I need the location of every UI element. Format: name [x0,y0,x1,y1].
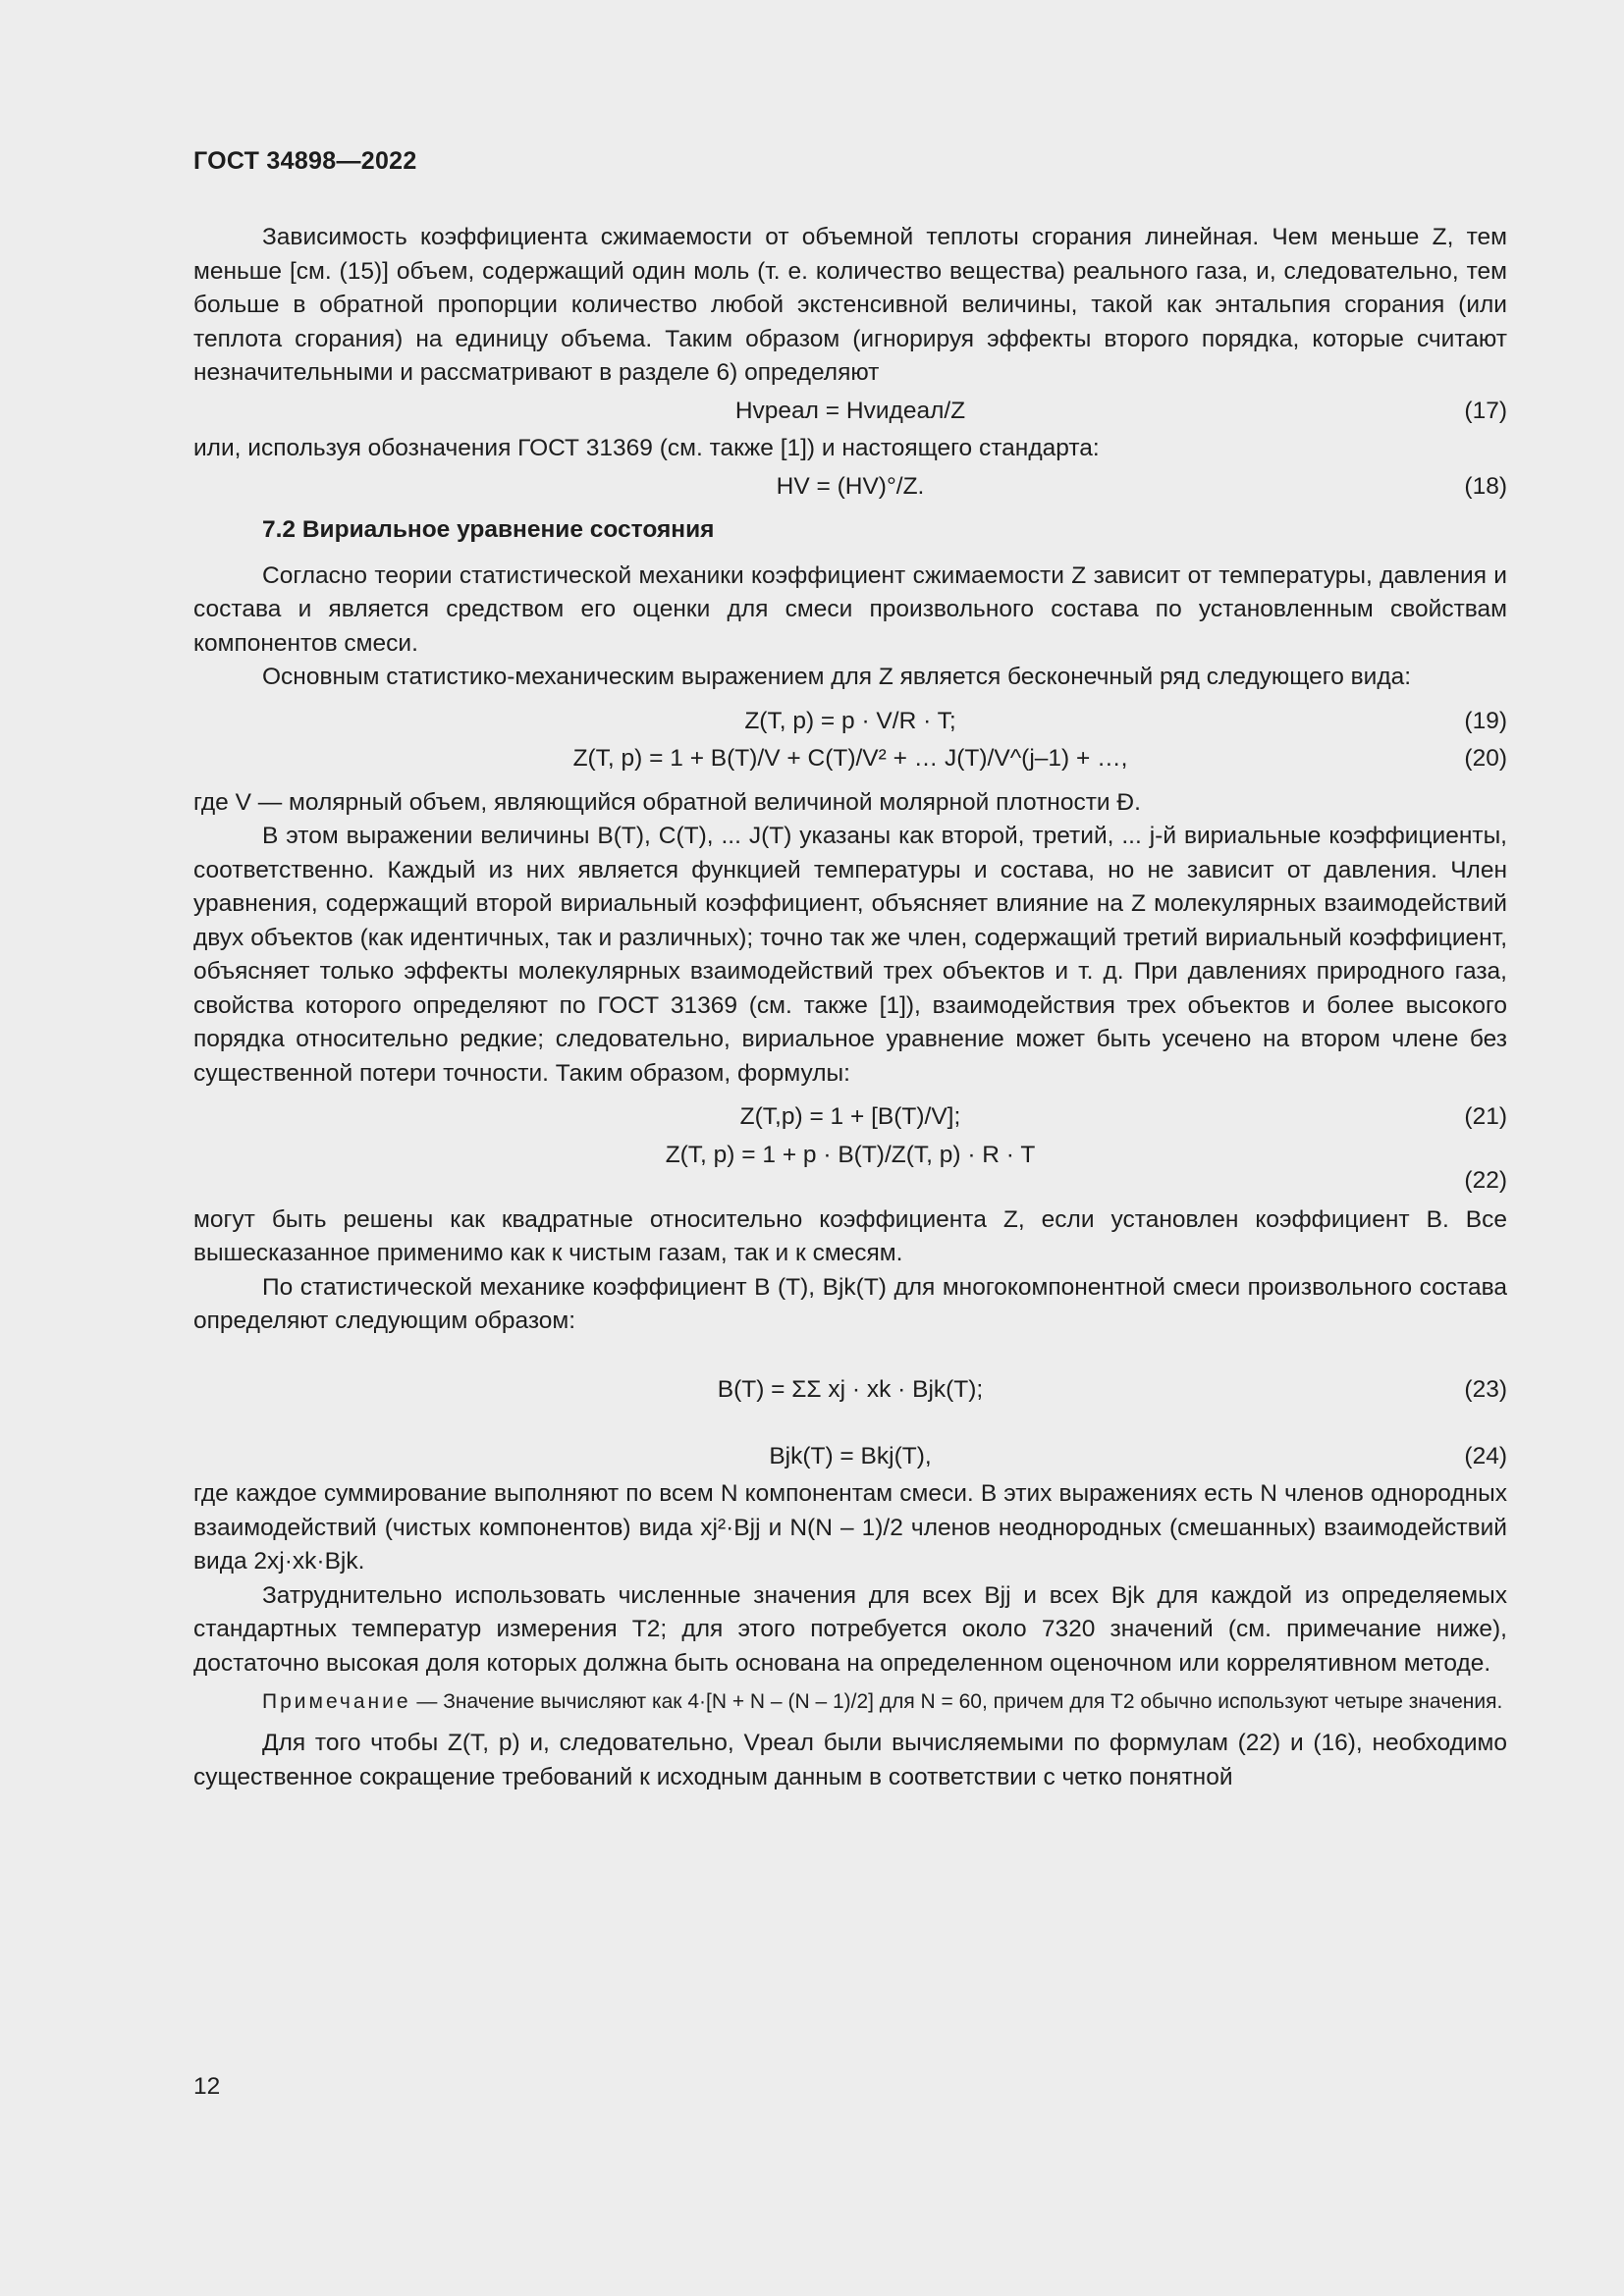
equation-22-number: (22) [1464,1166,1507,1194]
equation-20-formula: Z(T, p) = 1 + B(T)/V + C(T)/V² + … J(T)/V^(j–1) + …, [572,745,1128,772]
equation-19-formula: Z(T, p) = p · V/R · T; [744,707,956,734]
paragraph-7: могут быть решены как квадратные относительно коэффициента Z, если установлен коэффициент B. Все вышесказанное применимо как к чистым газам, так и к смесям. [193,1205,1507,1266]
equation-22-formula: Z(T, p) = 1 + p · B(T)/Z(T, p) · R · T [665,1141,1036,1168]
equation-19-number: (19) [1464,707,1507,734]
paragraph-9: где каждое суммирование выполняют по всем N компонентам смеси. В этих выражениях есть N членов однородных взаимодействий (чистых компонентов) вида xj²·Bjj и N(N – 1)/2 членов неоднородных (смешанных) взаимодействий вида 2xj·xk·Bjk. [193,1480,1507,1575]
equation-20-number: (20) [1464,745,1507,772]
page-number: 12 [193,2073,221,2100]
equation-23-formula: B(T) = ΣΣ xj · xk · Bjk(T); [717,1375,984,1403]
equation-21-formula: Z(T,p) = 1 + [B(T)/V]; [739,1103,961,1130]
paragraph-4: Основным статистико-механическим выражением для Z является бесконечный ряд следующего вида: [262,664,1412,690]
paragraph-11: Для того чтобы Z(T, p) и, следовательно, Vреал были вычисляемыми по формулам (22) и (16), необходимо существенное сокращение требований к исходным данным в соответствии с четко понятной [193,1730,1507,1790]
equation-20 [193,742,1507,776]
paragraph-6: В этом выражении величины B(T), C(T), ... J(T) указаны как второй, третий, ... j-й вириальные коэффициенты, соответственно. Каждый из них является функцией температуры и состава, но не зависит от давления. Член уравнения, содержащий второй вириальный коэффициент, объясняет влияние на Z молекулярных взаимодействий двух объектов (как идентичных, так и различных); точно так же член, содержащий третий вириальный коэффициент, объясняет только эффекты молекулярных взаимодействий трех объектов и т. д. При давлениях природного газа, свойства которого определяют по ГОСТ 31369 (см. также [1]), взаимодействия трех объектов и более высокого порядка относительно редкие; следовательно, вириальное уравнение может быть усечено на втором члене без существенной потери точности. Таким образом, формулы: [193,823,1507,1087]
equation-23 [193,1343,1507,1436]
note-text: — Значение вычисляют как 4·[N + N – (N – 1)/2] для N = 60, причем для T2 обычно используют четыре значения. [410,1690,1503,1713]
equation-18-formula: HV = (HV)°/Z. [776,472,925,500]
equation-24-formula: Bjk(T) = Bkj(T), [769,1442,932,1469]
equation-23-number: (23) [1464,1375,1507,1403]
document-header: ГОСТ 34898—2022 [193,147,417,175]
note-block [193,1686,1507,1717]
equation-17-formula: Hvреал = Hvидеал/Z [734,397,966,424]
paragraph-1: Зависимость коэффициента сжимаемости от объемной теплоты сгорания линейная. Чем меньше Z, тем меньше [см. (15)] объем, содержащий один моль (т. е. количество вещества) реального газа, и, следовательно, тем больше в обратной пропорции количество любой экстенсивной величины, такой как энтальпия сгорания (или теплота сгорания) на единицу объема. Таким образом (игнорируя эффекты второго порядка, которые считают незначительными и рассматривают в разделе 6) определяют [193,224,1507,386]
equation-24 [193,1440,1507,1474]
paragraph-2: или, используя обозначения ГОСТ 31369 (см. также [1]) и настоящего стандарта: [193,435,1100,461]
equation-17 [193,395,1507,429]
paragraph-8: По статистической механике коэффициент B (T), Bjk(T) для многокомпонентной смеси произвольного состава определяют следующим образом: [193,1273,1507,1334]
paragraph-10: Затруднительно использовать численные значения для всех Bjj и всех Bjk для каждой из определяемых стандартных температур измерения T2; для этого потребуется около 7320 значений (см. примечание ниже), достаточно высокая доля которых должна быть основана на определенном оценочном или коррелятивном методе. [193,1581,1507,1677]
equation-18-number: (18) [1464,472,1507,500]
equation-21-number: (21) [1464,1103,1507,1130]
equation-18 [193,470,1507,505]
equation-17-number: (17) [1464,397,1507,424]
equation-21 [193,1100,1507,1135]
equation-24-number: (24) [1464,1442,1507,1469]
document-body [193,221,1507,1794]
note-label: Примечание [262,1690,411,1713]
equation-19 [193,705,1507,739]
section-heading: 7.2 Вириальное уравнение состояния [262,516,715,543]
paragraph-5: где V — молярный объем, являющийся обратной величиной молярной плотности Đ. [193,788,1141,816]
paragraph-3: Согласно теории статистической механики коэффициент сжимаемости Z зависит от температуры, давления и состава и является средством его оценки для смеси произвольного состава по установленным свойствам компонентов смеси. [193,561,1507,657]
equation-22 [193,1139,1507,1200]
